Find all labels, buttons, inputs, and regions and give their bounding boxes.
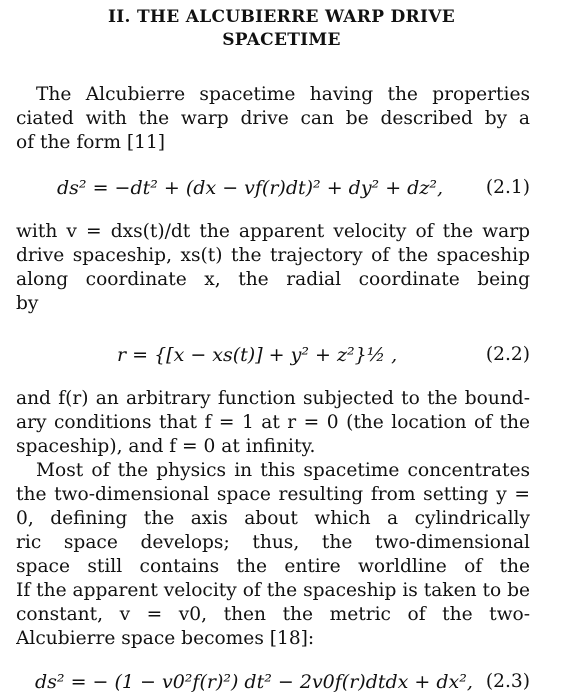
paragraph-2-line-2: drive spaceship, xs(t) the trajectory of the spaceship [16,245,530,266]
paragraph-1-line-1: The Alcubierre spacetime having the properties [36,84,530,105]
paragraph-2-line-3: along coordinate x, the radial coordinate being [16,269,530,290]
section-title-line-1: II. THE ALCUBIERRE WARP DRIVE [108,7,455,27]
paragraph-3-line-3: spaceship), and f = 0 at infinity. [16,436,316,457]
paragraph-4-line-6: If the apparent velocity of the spaceship is taken to be [16,580,530,601]
equation-2-1: ds² = −dt² + (dx − vf(r)dt)² + dy² + dz², [57,177,443,199]
paragraph-4-line-3: 0, defining the axis about which a cylindrically [16,508,530,529]
paragraph-4-line-4: ric space develops; thus, the two-dimensional [16,532,530,553]
paragraph-4-line-5: space still contains the entire worldline of the [16,556,530,577]
paragraph-4-line-7: constant, v = v0, then the metric of the two- [16,604,530,625]
paragraph-4-line-1: Most of the physics in this spacetime concentrates [36,460,530,481]
equation-2-2: r = {[x − xs(t)] + y² + z²}½ , [117,344,398,366]
equation-2-3: ds² = − (1 − v0²f(r)²) dt² − 2v0f(r)dtdx + dx², [35,671,473,693]
paragraph-3-line-1: and f(r) an arbitrary function subjected to the bound- [16,388,530,409]
paragraph-2-line-1: with v = dxs(t)/dt the apparent velocity of the warp [16,221,530,242]
section-title-line-2: SPACETIME [222,30,341,50]
paragraph-2-line-4: by [16,293,39,314]
paragraph-3-line-2: ary conditions that f = 1 at r = 0 (the location of the [16,412,530,433]
equation-2-1-number: (2.1) [485,177,530,198]
paragraph-4-line-2: the two-dimensional space resulting from setting y = [16,484,530,505]
paragraph-1-line-2: ciated with the warp drive can be described by a [16,108,530,129]
equation-2-2-number: (2.2) [485,344,530,365]
paragraph-1-line-3: of the form [11] [16,132,166,153]
equation-2-3-number: (2.3) [485,671,530,692]
paragraph-4-line-8: Alcubierre space becomes [18]: [16,628,315,649]
